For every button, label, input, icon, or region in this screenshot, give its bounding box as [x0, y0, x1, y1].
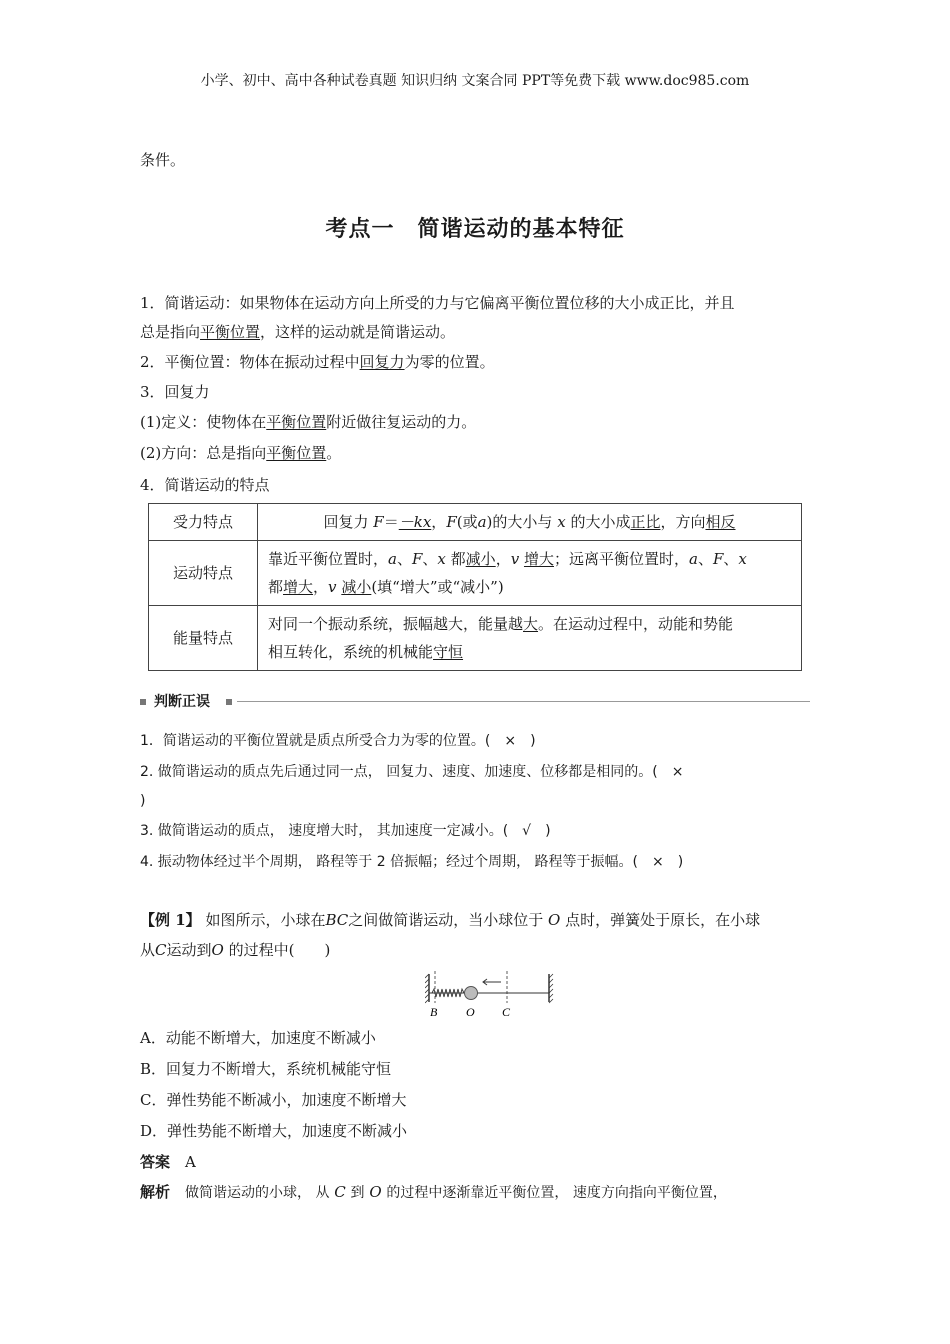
var-x: x: [557, 513, 566, 531]
section-title: 考点一 简谐运动的基本特征: [325, 216, 625, 242]
var-v: v: [328, 578, 337, 596]
judge-section-bar: [140, 692, 810, 712]
var-F: F: [712, 550, 724, 568]
answer-blank: 增大: [283, 578, 314, 596]
text-span: ，这样的运动就是简谐运动。: [260, 323, 456, 341]
option-b: B．回复力不断增大，系统机械能守恒: [140, 1060, 392, 1078]
var-x: x: [437, 550, 446, 568]
point-3-direction: [140, 443, 341, 463]
square-bullet-icon: [226, 699, 232, 705]
point-4: 4．简谐运动的特点: [140, 476, 270, 494]
text-span: (或: [456, 513, 478, 531]
option-d: D．弹性势能不断增大，加速度不断减小: [140, 1122, 408, 1140]
text-span: 的过程中逐渐靠近平衡位置， 速度方向指向平衡位置，: [386, 1185, 727, 1201]
var-F: F: [446, 513, 457, 531]
var-v: v: [510, 550, 520, 568]
text-span: 为零的位置。: [404, 353, 495, 371]
divider: [237, 701, 810, 702]
var-C: C: [334, 1183, 346, 1201]
left-wall-icon: [425, 974, 429, 1003]
var-BC: BC: [325, 911, 349, 929]
var-F: F: [373, 513, 384, 531]
text-span: 的过程中( ): [228, 941, 331, 959]
table-row: [149, 606, 802, 671]
text-span: 都: [268, 578, 284, 596]
analysis-line: [140, 1182, 727, 1203]
answer-blank: 增大: [523, 550, 554, 568]
page-header: 小学、初中、高中各种试卷真题 知识归纳 文案合同 PPT等免费下载 www.doc985.com: [200, 73, 750, 89]
text-span: 靠近平衡位置时，: [268, 550, 389, 568]
answer-label: 答案: [140, 1153, 171, 1171]
answer-blank: 正比: [630, 513, 661, 531]
var-x: x: [738, 550, 747, 568]
features-table: [148, 503, 802, 671]
var-a: a: [477, 513, 487, 531]
var-O: O: [548, 911, 561, 929]
label-B: B: [430, 1005, 438, 1019]
answer-blank: －kx: [398, 513, 432, 531]
arrow-left-icon: [483, 979, 501, 985]
judge-item-4: 4. 振动物体经过半个周期， 路程等于 2 倍振幅；经过个周期， 路程等于振幅。( × ): [140, 854, 684, 870]
table-key-force: 受力特点: [149, 504, 258, 541]
table-value-motion: [258, 541, 802, 606]
table-value-force: [258, 504, 802, 541]
table-row: [149, 504, 802, 541]
answer-blank: 平衡位置: [266, 413, 327, 431]
judge-item-3: 3. 做简谐运动的质点， 速度增大时， 其加速度一定减小。( √ ): [140, 823, 551, 839]
right-wall-icon: [549, 974, 553, 1003]
cell-line: [268, 638, 791, 666]
text-span: ；远离平衡位置时，: [553, 550, 689, 568]
var-F: F: [411, 550, 423, 568]
text-span: 相互转化，系统的机械能: [268, 643, 434, 661]
table-key-motion: 运动特点: [149, 541, 258, 606]
option-a: A．动能不断增大，加速度不断减小: [140, 1029, 376, 1047]
text-span: 运动到: [166, 941, 212, 959]
text-span: 总是指向: [140, 323, 201, 341]
text-span: ，: [431, 513, 447, 531]
analysis-label: 解析: [140, 1183, 171, 1201]
answer-blank: 守恒: [433, 643, 464, 661]
cell-line: [268, 573, 791, 601]
var-O: O: [211, 941, 224, 959]
text-span: 、: [723, 550, 739, 568]
text-span: )的大小与: [486, 513, 553, 531]
text-span: 做简谐运动的小球， 从: [185, 1185, 330, 1201]
text-span: 的大小成: [570, 513, 631, 531]
option-c: C．弹性势能不断减小，加速度不断增大: [140, 1091, 407, 1109]
text-span: ＝: [383, 513, 399, 531]
text-span: (1)定义：使物体在: [140, 413, 267, 431]
text-span: 2．平衡位置：物体在振动过程中: [140, 353, 360, 371]
point-1-line-1: 1．简谐运动：如果物体在运动方向上所受的力与它偏离平衡位置位移的大小成正比，并且: [140, 294, 735, 312]
point-3: 3．回复力: [140, 383, 210, 401]
text-span: 从: [140, 941, 156, 959]
table-value-energy: [258, 606, 802, 671]
answer-value: A: [185, 1153, 196, 1171]
answer-line: [140, 1152, 196, 1172]
answer-blank: 大: [523, 615, 539, 633]
answer-blank: 相反: [705, 513, 736, 531]
label-O: O: [466, 1005, 475, 1019]
cell-line: [268, 610, 791, 638]
example-tag: 【例 1】: [140, 911, 201, 929]
cell-line: [268, 545, 791, 573]
text-span: 、: [422, 550, 438, 568]
point-3-definition: [140, 412, 476, 432]
text-span: ，: [495, 550, 511, 568]
answer-blank: 回复力: [359, 353, 405, 371]
point-2: [140, 352, 495, 372]
point-1-line-2: [140, 322, 455, 342]
text-span: ，方向: [660, 513, 706, 531]
text-span: 、: [396, 550, 412, 568]
judge-item-2-line-2: ): [140, 793, 146, 809]
text-span: 回复力: [323, 513, 369, 531]
text-span: 之间做简谐运动，当小球位于: [348, 911, 544, 929]
table-row: [149, 541, 802, 606]
label-C: C: [502, 1005, 511, 1019]
var-O: O: [369, 1183, 382, 1201]
judge-item-1: 1．简谐运动的平衡位置就是质点所受合力为零的位置。( × ): [140, 733, 536, 749]
text-span: 如图所示，小球在: [200, 911, 326, 929]
text-span: 到: [350, 1185, 365, 1201]
var-a: a: [388, 550, 397, 568]
text-span: 都: [445, 550, 466, 568]
judge-item-2-line-1: 2. 做简谐运动的质点先后通过同一点， 回复力、速度、加速度、位移都是相同的。( ×: [140, 764, 684, 780]
var-C: C: [155, 941, 167, 959]
text-span: 。在运动过程中，动能和势能: [538, 615, 734, 633]
answer-blank: 平衡位置: [266, 444, 327, 462]
square-bullet-icon: [140, 699, 146, 705]
ball-icon: [465, 987, 478, 1000]
answer-blank: 减小: [341, 578, 372, 596]
text-span: 点时，弹簧处于原长，在小球: [565, 911, 761, 929]
answer-blank: 平衡位置: [200, 323, 261, 341]
example-line-1: [140, 910, 760, 930]
spring-oscillator-diagram: [425, 968, 555, 1020]
var-a: a: [689, 550, 698, 568]
text-span: 对同一个振动系统，振幅越大，能量越: [268, 615, 524, 633]
table-key-energy: 能量特点: [149, 606, 258, 671]
text-span: ，: [313, 578, 329, 596]
answer-blank: 减小: [465, 550, 496, 568]
text-span: (填“增大”或“减小”): [371, 578, 504, 596]
judge-section-label: 判断正误: [154, 694, 210, 710]
text-span: 、: [697, 550, 713, 568]
text-span: (2)方向：总是指向: [140, 444, 267, 462]
text-span: 。: [326, 444, 342, 462]
example-line-2: [140, 940, 330, 960]
text-span: 附近做往复运动的力。: [326, 413, 477, 431]
intro-text: 条件。: [140, 151, 186, 169]
